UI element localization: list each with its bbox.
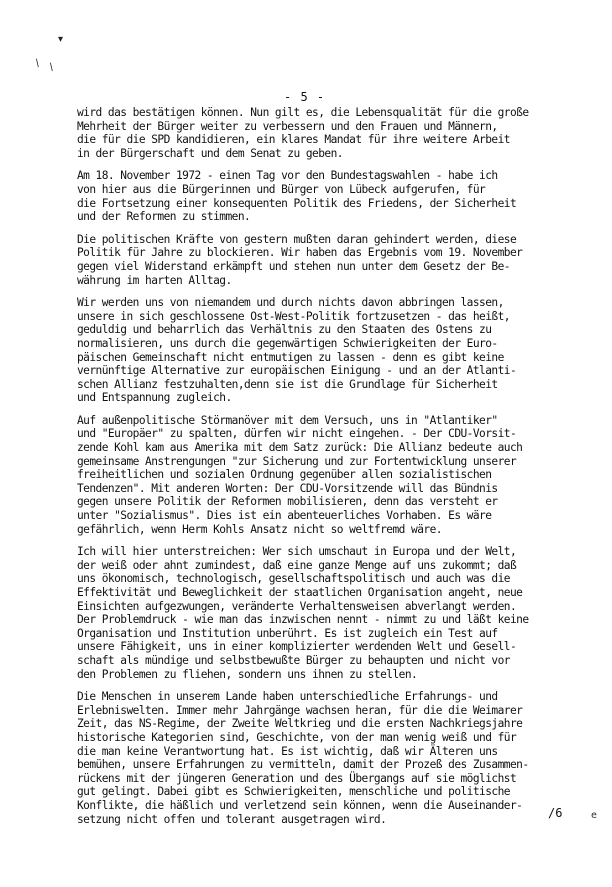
- text-line: Effektivität und Beweglichkeit der staatlichen Organisation angeht, neue: [77, 586, 523, 599]
- text-line: gegen unsere Politik der Reformen mobilisieren, denn das versteht er: [77, 495, 498, 509]
- scan-speck-mark: ▾: [58, 34, 64, 45]
- text-line: Die Menschen in unserem Lande haben unterschiedliche Erfahrungs- und: [77, 690, 498, 704]
- paragraph: [77, 169, 577, 223]
- text-line: die Fortsetzung einer konsequenten Politik des Friedens, der Sicherheit: [77, 196, 517, 210]
- text-line: bemühen, unsere Erfahrungen zu vermitteln, damit der Prozeß des Zusammen-: [77, 758, 529, 772]
- continuation-marker: /6: [548, 806, 563, 820]
- text-line: historische Kategorien sind, Geschichte, von der man wenig weiß und für: [77, 730, 517, 744]
- text-line: Organisation und Institution unberührt. Es ist zugleich ein Test auf: [77, 626, 498, 640]
- text-line: rückens mit der jüngeren Generation und des Übergangs auf sie möglichst: [77, 771, 517, 785]
- text-line: freiheitlichen und sozialen Ordnung gegenüber allen sozialistischen: [77, 468, 492, 482]
- scan-tick-mark: /: [47, 61, 56, 74]
- paragraph: [77, 233, 577, 287]
- text-line: wird das bestätigen können. Nun gilt es, die Lebensqualität für die große: [77, 106, 529, 119]
- text-line: der weiß oder ahnt zumindest, daß eine ganze Menge auf uns zukommt; daß: [77, 558, 517, 572]
- text-line: Auf außenpolitische Störmanöver mit dem Versuch, uns in "Atlantiker": [77, 413, 498, 427]
- text-line: von hier aus die Bürgerinnen und Bürger von Lübeck aufgerufen, für: [77, 182, 486, 196]
- paragraph: [77, 414, 577, 536]
- text-line: zende Kohl kam aus Amerika mit dem Satz zurück: Die Allianz bedeute auch: [77, 441, 523, 455]
- text-line: Mehrheit der Bürger weiter zu verbessern und den Frauen und Männern,: [77, 119, 498, 133]
- body-text: [77, 106, 577, 835]
- text-line: Konflikte, die häßlich und verletzend sein können, wenn die Auseinander-: [77, 798, 523, 812]
- text-line: Zeit, das NS-Regime, der Zweite Weltkrieg und die ersten Nachkriegsjahre: [77, 717, 523, 731]
- text-line: Am 18. November 1972 - einen Tag vor den Bundestagswahlen - habe ich: [77, 169, 498, 183]
- text-line: in der Bürgerschaft und dem Senat zu geben.: [77, 146, 343, 160]
- paragraph: [77, 545, 577, 681]
- scan-tick-mark: /: [33, 57, 42, 70]
- text-line: normalisieren, uns durch die gegenwärtigen Schwierigkeiten der Euro-: [77, 336, 498, 350]
- text-line: währung im harten Alltag.: [77, 273, 232, 287]
- text-line: gefährlich, wenn Herm Kohls Ansatz nicht so weltfremd wäre.: [77, 522, 442, 536]
- text-line: den Problemen zu fliehen, sondern uns ihnen zu stellen.: [77, 667, 418, 681]
- text-line: Tendenzen". Mit anderen Worten: Der CDU-Vorsitzende will das Bündnis: [77, 481, 498, 495]
- text-line: uns ökonomisch, technologisch, gesellschaftspolitisch und auch was die: [77, 572, 510, 586]
- text-line: Die politischen Kräfte von gestern mußten daran gehindert werden, diese: [77, 232, 517, 246]
- text-line: unsere Fähigkeit, uns in einer komplizierter werdenden Welt und Gesell-: [77, 640, 517, 654]
- text-line: päischen Gemeinschaft nicht entmutigen zu lassen - denn es gibt keine: [77, 350, 504, 364]
- text-line: und Entspannung zugleich.: [77, 391, 232, 405]
- text-line: die für die SPD kandidieren, ein klares Mandat für ihre weitere Arbeit: [77, 133, 510, 147]
- corner-mark: e: [591, 810, 598, 821]
- paragraph: [77, 106, 577, 160]
- text-line: Politik für Jahre zu blockieren. Wir haben das Ergebnis vom 19. November: [77, 246, 523, 260]
- text-line: geduldig und beharrlich das Verhältnis zu den Staaten des Ostens zu: [77, 323, 492, 337]
- text-line: gemeinsame Anstrengungen "zur Sicherung und zur Fortentwicklung unserer: [77, 454, 517, 468]
- text-line: Erlebniswelten. Immer mehr Jahrgänge wachsen heran, für die die Weimarer: [77, 703, 523, 717]
- text-line: schen Allianz festzuhalten,denn sie ist die Grundlage für Sicherheit: [77, 377, 498, 391]
- text-line: setzung nicht offen und tolerant ausgetragen wird.: [77, 812, 387, 826]
- text-line: gegen viel Widerstand erkämpft und stehen nun unter dem Gesetz der Be-: [77, 259, 510, 273]
- text-line: unsere in sich geschlossene Ost-West-Politik fortzusetzen - das heißt,: [77, 309, 510, 323]
- text-line: die man keine Verantwortung hat. Es ist wichtig, daß wir Älteren uns: [77, 744, 498, 758]
- text-line: schaft als mündige und selbstbewußte Bürger zu behaupten und nicht vor: [77, 653, 510, 667]
- text-line: und "Europäer" zu spalten, dürfen wir nicht eingehen. - Der CDU-Vorsit-: [77, 427, 517, 441]
- text-line: unter "Sozialismus". Dies ist ein abenteuerliches Vorhaben. Es wäre: [77, 509, 492, 523]
- text-line: gut gelingt. Dabei gibt es Schwierigkeiten, menschliche und politische: [77, 785, 510, 799]
- text-line: und der Reformen zu stimmen.: [77, 210, 251, 224]
- paragraph: [77, 296, 577, 405]
- text-line: Wir werden uns von niemandem und durch nichts davon abbringen lassen,: [77, 296, 504, 310]
- text-line: Einsichten aufgezwungen, veränderte Verhaltensweisen abverlangt werden.: [77, 599, 517, 613]
- page-number: - 5 -: [284, 90, 326, 104]
- paragraph: [77, 690, 577, 826]
- text-line: Ich will hier unterstreichen: Wer sich umschaut in Europa und der Welt,: [77, 545, 517, 559]
- text-line: Der Problemdruck - wie man das inzwischen nennt - nimmt zu und läßt keine: [77, 613, 529, 627]
- text-line: vernünftige Alternative zur europäischen Einigung - und an der Atlanti-: [77, 364, 517, 378]
